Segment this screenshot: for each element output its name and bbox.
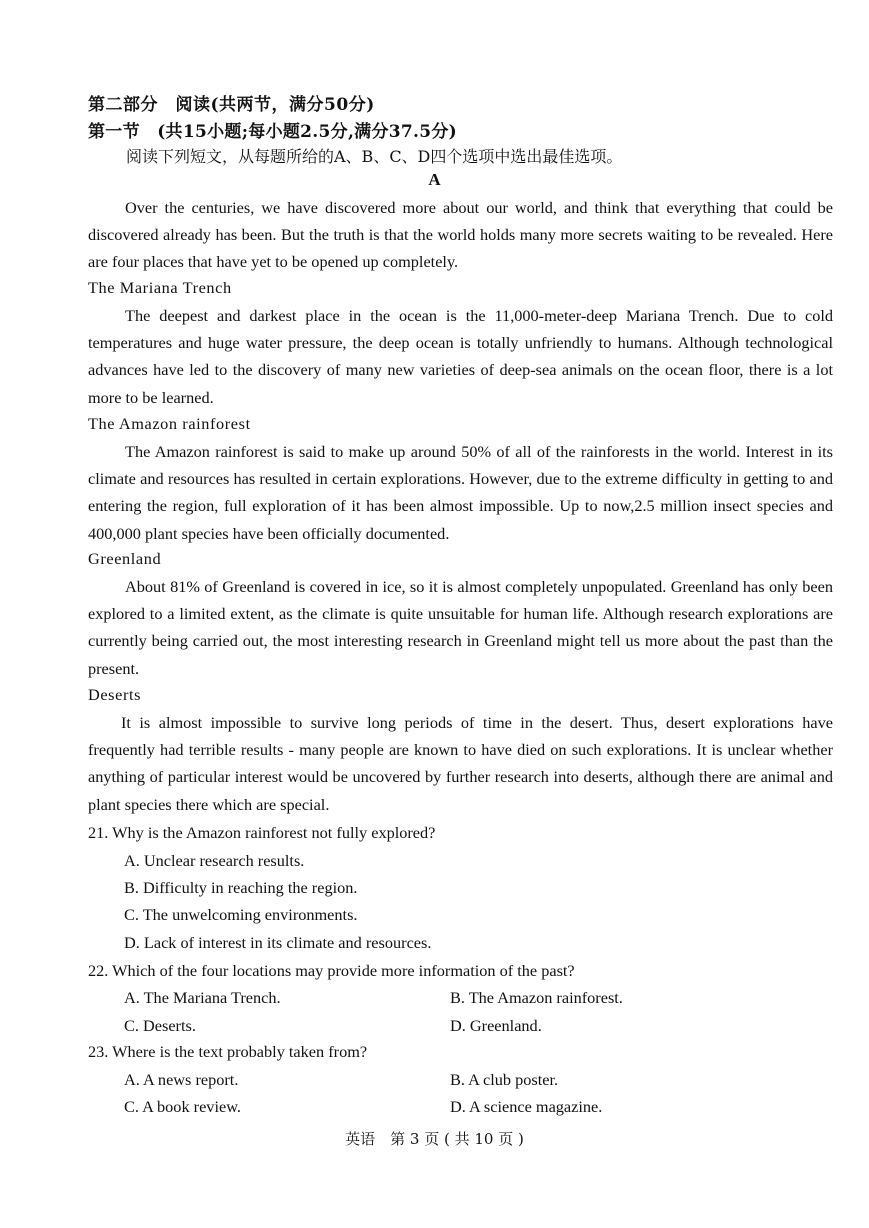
q22-option-b: B. The Amazon rainforest. xyxy=(450,988,623,1007)
q23-option-a: A. A news report. xyxy=(124,1070,239,1089)
question-21: 21. Why is the Amazon rainforest not fully explored? xyxy=(88,823,436,842)
q23-option-d: D. A science magazine. xyxy=(450,1097,603,1116)
q22-option-c: C. Deserts. xyxy=(124,1016,196,1035)
instruction-text: 阅读下列短文，从每题所给的A、B、C、D四个选项中选出最佳选项。 xyxy=(126,147,623,166)
q21-option-c: C. The unwelcoming environments. xyxy=(124,905,358,924)
passage-letter: A xyxy=(428,170,441,189)
q21-option-a: A. Unclear research results. xyxy=(124,851,305,870)
section-title-deserts: Deserts xyxy=(88,685,142,704)
section-heading: 第一节 (共15小题;每小题2.5分,满分37.5分) xyxy=(88,122,458,142)
paragraph-greenland: About 81% of Greenland is covered in ice, so it is almost completely unpopulated. Greenland has only been explored to a limited extent, as the climate is quite unsuitable for human life. Although research explorations are currently being carried out, the most interesting research in Greenland might tell us more about the past than the present. xyxy=(88,577,833,678)
paragraph-deserts: It is almost impossible to survive long periods of time in the desert. Thus, desert explorations have frequently had terrible results - many people are known to have died on such explorations. It is unclear whether anything of particular interest would be uncovered by further research into deserts, although there are animal and plant species there which are special. xyxy=(88,713,833,814)
section-title-amazon: The Amazon rainforest xyxy=(88,414,251,433)
part-heading: 第二部分 阅读(共两节，满分50分) xyxy=(88,95,375,115)
section-title-greenland: Greenland xyxy=(88,549,162,568)
q22-option-d: D. Greenland. xyxy=(450,1016,542,1035)
page-footer: 英语 第 3 页 ( 共 10 页 ) xyxy=(345,1130,524,1148)
question-23: 23. Where is the text probably taken from? xyxy=(88,1042,368,1061)
q23-option-b: B. A club poster. xyxy=(450,1070,559,1089)
section-title-mariana: The Mariana Trench xyxy=(88,278,232,297)
q21-option-d: D. Lack of interest in its climate and resources. xyxy=(124,933,432,952)
q23-option-c: C. A book review. xyxy=(124,1097,241,1116)
paragraph-mariana: The deepest and darkest place in the ocean is the 11,000-meter-deep Mariana Trench. Due to cold temperatures and huge water pressure, the deep ocean is totally unfriendly to humans. Although technological advances have led to the discovery of many new varieties of deep-sea animals on the ocean floor, there is a lot more to be learned. xyxy=(88,306,833,407)
paragraph-amazon: The Amazon rainforest is said to make up around 50% of all of the rainforests in the world. Interest in its climate and resources has resulted in certain explorations. However, due to the extreme difficulty in getting to and entering the region, full exploration of it has been almost impossible. Up to now,2.5 million insect species and 400,000 plant species have been officially documented. xyxy=(88,442,833,543)
intro-paragraph: Over the centuries, we have discovered more about our world, and think that everything that could be discovered already has been. But the truth is that the world holds many more secrets waiting to be revealed. Here are four places that have yet to be opened up completely. xyxy=(88,198,833,272)
question-22: 22. Which of the four locations may provide more information of the past? xyxy=(88,961,575,980)
q21-option-b: B. Difficulty in reaching the region. xyxy=(124,878,358,897)
q22-option-a: A. The Mariana Trench. xyxy=(124,988,281,1007)
